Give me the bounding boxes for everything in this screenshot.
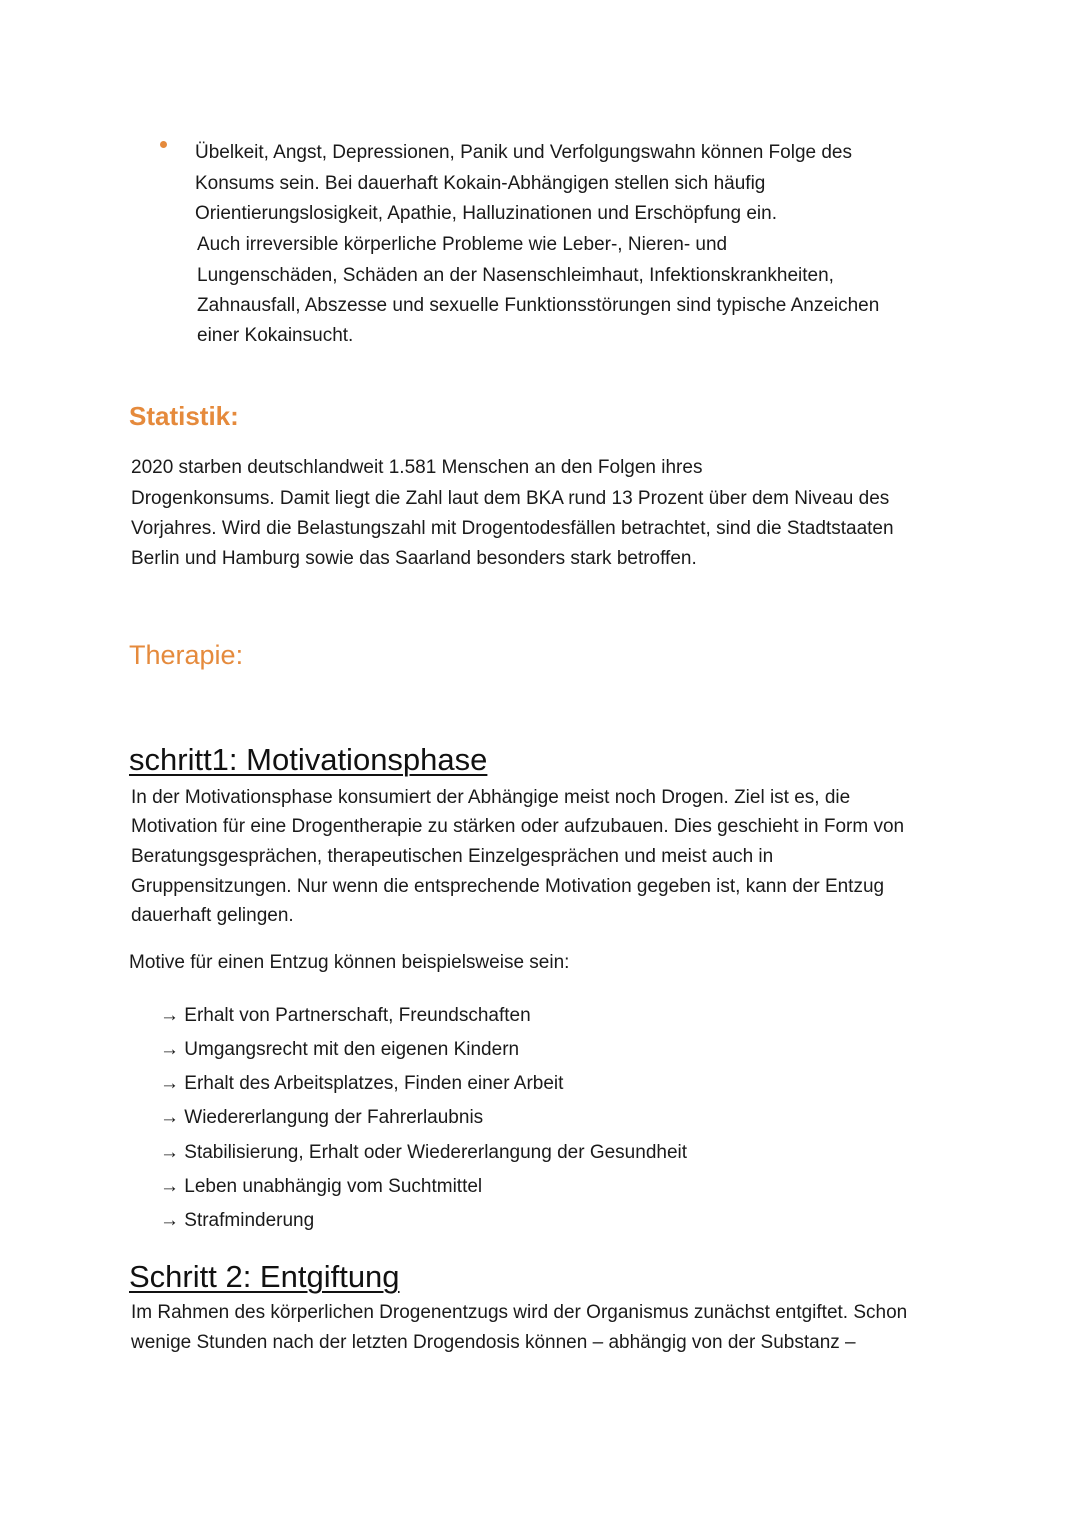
bullet-dot-icon: [160, 141, 167, 148]
schritt2-heading: Schritt 2: Entgiftung: [129, 1259, 400, 1294]
motive-item: → Umgangsrecht mit den eigenen Kindern: [160, 1039, 520, 1060]
statistik-line: 2020 starben deutschlandweit 1.581 Menschen an den Folgen ihres: [131, 457, 703, 478]
motive-item: → Stabilisierung, Erhalt oder Wiedererlangung der Gesundheit: [160, 1142, 688, 1163]
statistik-line: Drogenkonsums. Damit liegt die Zahl laut dem BKA rund 13 Prozent über dem Niveau des: [131, 488, 890, 509]
schritt1-line: In der Motivationsphase konsumiert der Abhängige meist noch Drogen. Ziel ist es, die: [131, 787, 851, 808]
motive-item: → Strafminderung: [160, 1210, 315, 1231]
symptoms-line: Lungenschäden, Schäden an der Nasenschleimhaut, Infektionskrankheiten,: [197, 265, 834, 286]
motive-item: → Leben unabhängig vom Suchtmittel: [160, 1176, 483, 1197]
schritt2-line: Im Rahmen des körperlichen Drogenentzugs wird der Organismus zunächst entgiftet. Schon: [131, 1302, 908, 1323]
motive-item: → Erhalt des Arbeitsplatzes, Finden einer Arbeit: [160, 1073, 564, 1094]
statistik-heading: Statistik:: [129, 401, 239, 431]
symptoms-line: Auch irreversible körperliche Probleme wie Leber-, Nieren- und: [197, 234, 728, 255]
symptoms-line: Zahnausfall, Abszesse und sexuelle Funktionsstörungen sind typische Anzeichen: [197, 295, 880, 316]
statistik-line: Vorjahres. Wird die Belastungszahl mit Drogentodesfällen betrachtet, sind die Stadtstaaten: [131, 518, 894, 539]
motive-item: → Erhalt von Partnerschaft, Freundschaften: [160, 1005, 531, 1026]
schritt1-heading: schritt1: Motivationsphase: [129, 742, 488, 777]
symptoms-line: Übelkeit, Angst, Depressionen, Panik und Verfolgungswahn können Folge des: [195, 142, 852, 163]
schritt1-line: Beratungsgesprächen, therapeutischen Einzelgesprächen und meist auch in: [131, 846, 774, 867]
statistik-line: Berlin und Hamburg sowie das Saarland besonders stark betroffen.: [131, 548, 697, 569]
schritt1-line: dauerhaft gelingen.: [131, 905, 294, 926]
motives-intro: Motive für einen Entzug können beispielsweise sein:: [129, 952, 570, 973]
schritt2-line: wenige Stunden nach der letzten Drogendosis können – abhängig von der Substanz –: [131, 1332, 856, 1353]
symptoms-line: Konsums sein. Bei dauerhaft Kokain-Abhängigen stellen sich häufig: [195, 173, 766, 194]
symptoms-line: einer Kokainsucht.: [197, 325, 354, 346]
schritt1-line: Gruppensitzungen. Nur wenn die entsprechende Motivation gegeben ist, kann der Entzug: [131, 876, 885, 897]
therapie-heading: Therapie:: [129, 640, 244, 670]
motive-item: → Wiedererlangung der Fahrerlaubnis: [160, 1107, 484, 1128]
symptoms-line: Orientierungslosigkeit, Apathie, Halluzinationen und Erschöpfung ein.: [195, 203, 777, 224]
schritt1-line: Motivation für eine Drogentherapie zu stärken oder aufzubauen. Dies geschieht in Form von: [131, 816, 905, 837]
